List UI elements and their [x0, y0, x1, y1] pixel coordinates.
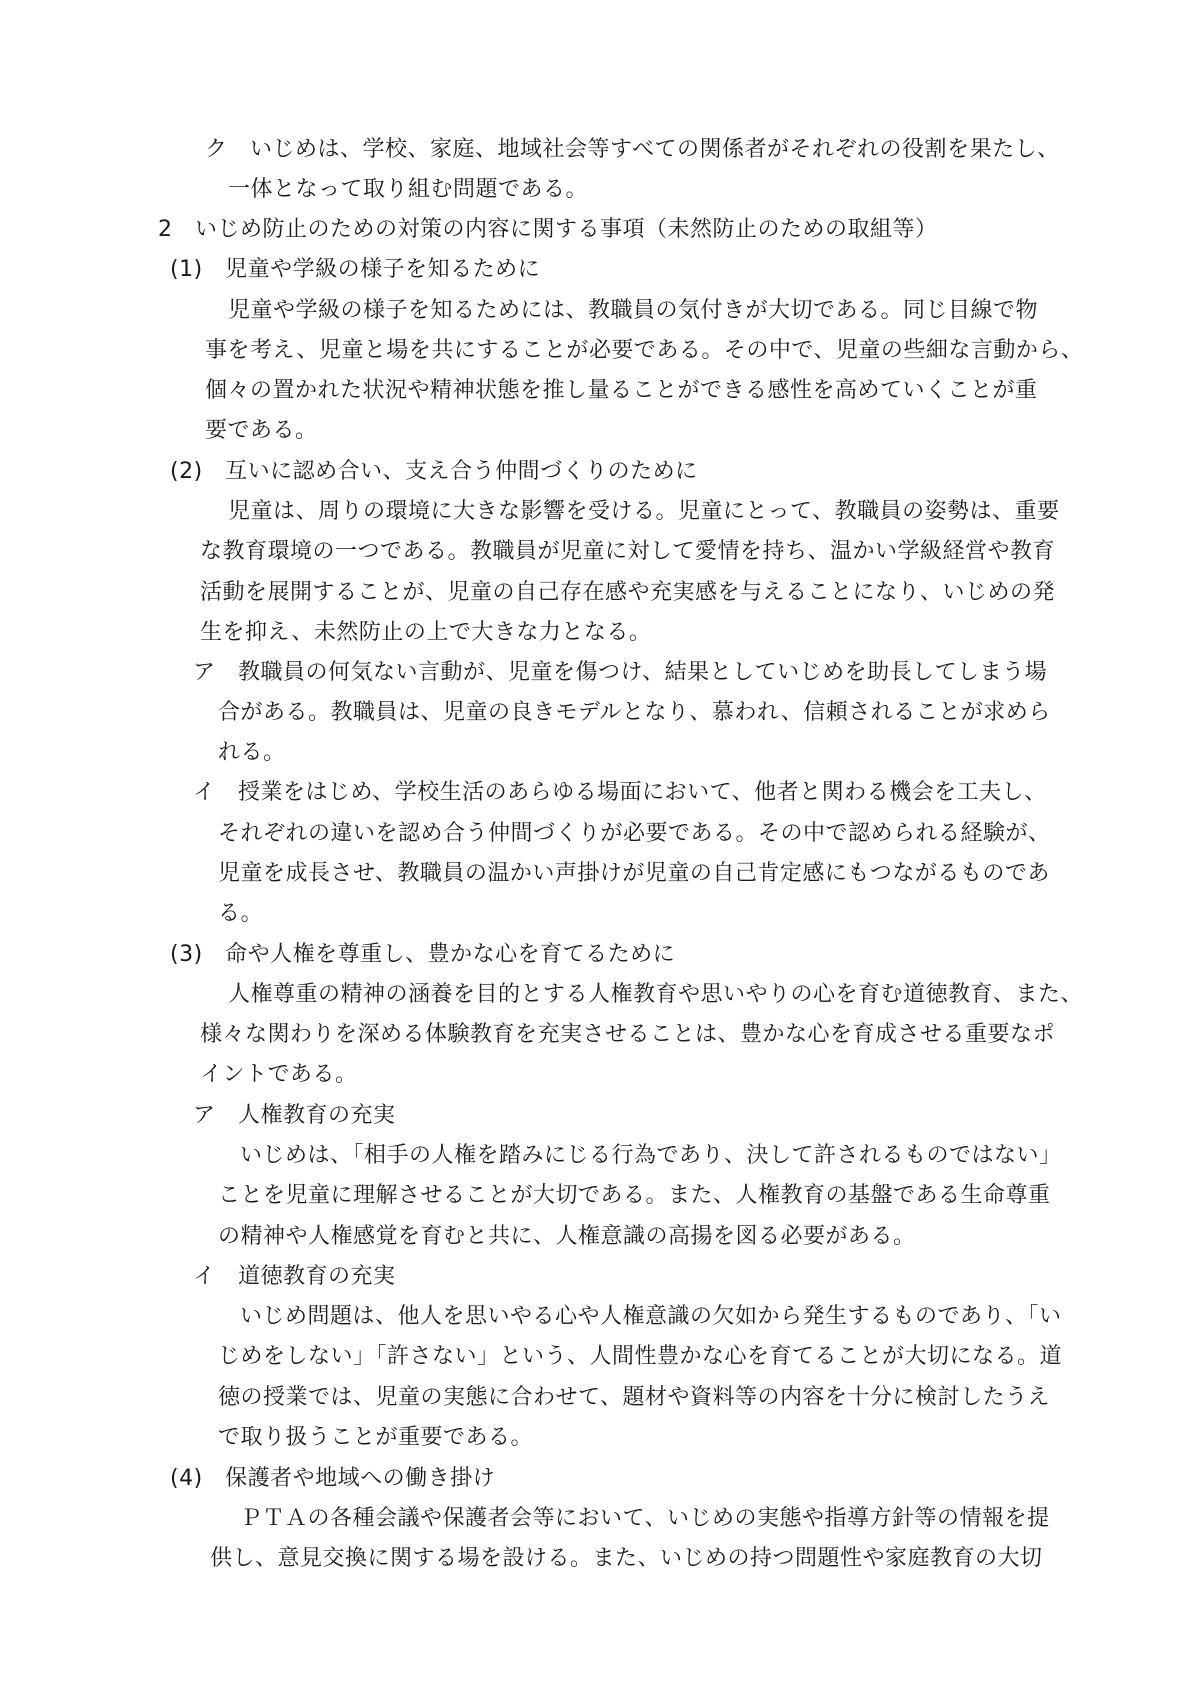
subsection-2-para-line-3: 活動を展開することが、児童の自己存在感や充実感を与えることになり、いじめの発: [200, 580, 1056, 605]
subsection-1-para-line-1: 児童や学級の様子を知るためには、教職員の気付きが大切である。同じ目線で物: [228, 298, 1039, 323]
subsection-3-para-line-3: イントである。: [200, 1062, 358, 1087]
subsection-1-heading: (1) 児童や学級の様子を知るために: [170, 257, 541, 282]
subsection-3-para-line-2: 様々な関わりを深める体験教育を充実させることは、豊かな心を育成させる重要なポ: [200, 1022, 1056, 1047]
subsection-4-heading: (4) 保護者や地域への働き掛け: [170, 1466, 496, 1491]
subsection-3-heading: (3) 命や人権を尊重し、豊かな心を育てるために: [170, 942, 676, 967]
item-3a-para-line-3: の精神や人権感覚を育むと共に、人権意識の高揚を図る必要がある。: [218, 1224, 916, 1249]
subsection-2-para-line-4: 生を抑え、未然防止の上で大きな力となる。: [200, 620, 652, 645]
subsection-2-heading: (2) 互いに認め合い、支え合う仲間づくりのために: [170, 459, 698, 484]
item-3i-heading: イ 道徳教育の充実: [193, 1264, 396, 1289]
item-2a-line-1: ア 教職員の何気ない言動が、児童を傷つけ、結果としていじめを助長してしまう場: [193, 660, 1048, 685]
item-2i-line-1: イ 授業をはじめ、学校生活のあらゆる場面において、他者と関わる機会を工夫し、: [193, 780, 1047, 805]
item-3a-heading: ア 人権教育の充実: [193, 1103, 396, 1128]
item-2a-line-2: 合がある。教職員は、児童の良きモデルとなり、慕われ、信頼されることが求めら: [218, 700, 1051, 725]
subsection-3-para-line-1: 人権尊重の精神の涵養を目的とする人権教育や思いやりの心を育む道徳教育、また、: [228, 982, 1084, 1007]
section-2-heading: 2 いじめ防止のための対策の内容に関する事項（未然防止のための取組等）: [158, 217, 938, 242]
item-3i-para-line-2: じめをしない」「許さない」という、人間性豊かな心を育てることが大切になる。道: [218, 1344, 1063, 1369]
item-2i-line-4: る。: [218, 901, 264, 926]
item-3i-para-line-3: 徳の授業では、児童の実態に合わせて、題材や資料等の内容を十分に検討したうえ: [218, 1385, 1051, 1410]
subsection-4-para-line-2: 供し、意見交換に関する場を設ける。また、いじめの持つ問題性や家庭教育の大切: [210, 1546, 1043, 1571]
subsection-1-para-line-4: 要である。: [205, 418, 318, 443]
item-ku-line-2: 一体となって取り組む問題である。: [228, 177, 589, 202]
item-3a-para-line-1: いじめは、「相手の人権を踏みにじる行為であり、決して許されるものではない」: [240, 1143, 1062, 1168]
item-2a-line-3: れる。: [218, 740, 286, 765]
subsection-2-para-line-1: 児童は、周りの環境に大きな影響を受ける。児童にとって、教職員の姿勢は、重要: [228, 499, 1060, 524]
subsection-1-para-line-2: 事を考え、児童と場を共にすることが必要である。その中で、児童の些細な言動から、: [205, 338, 1084, 363]
item-2i-line-3: 児童を成長させ、教職員の温かい声掛けが児童の自己肯定感にもつながるものであ: [218, 861, 1050, 886]
subsection-2-para-line-2: な教育環境の一つである。教職員が児童に対して愛情を持ち、温かい学級経営や教育: [200, 539, 1056, 564]
subsection-1-para-line-3: 個々の置かれた状況や精神状態を推し量ることができる感性を高めていくことが重: [205, 378, 1038, 403]
item-3i-para-line-1: いじめ問題は、他人を思いやる心や人権意識の欠如から発生するものであり、「い: [240, 1304, 1062, 1329]
item-3i-para-line-4: で取り扱うことが重要である。: [218, 1425, 534, 1450]
subsection-4-para-line-1: ＰＴＡの各種会議や保護者会等において、いじめの実態や指導方針等の情報を提: [240, 1506, 1050, 1531]
item-3a-para-line-2: ことを児童に理解させることが大切である。また、人権教育の基盤である生命尊重: [218, 1183, 1051, 1208]
item-ku-line-1: ク いじめは、学校、家庭、地域社会等すべての関係者がそれぞれの役割を果たし、: [205, 137, 1060, 162]
item-2i-line-2: それぞれの違いを認め合う仲間づくりが必要である。その中で認められる経験が、: [218, 821, 1051, 846]
